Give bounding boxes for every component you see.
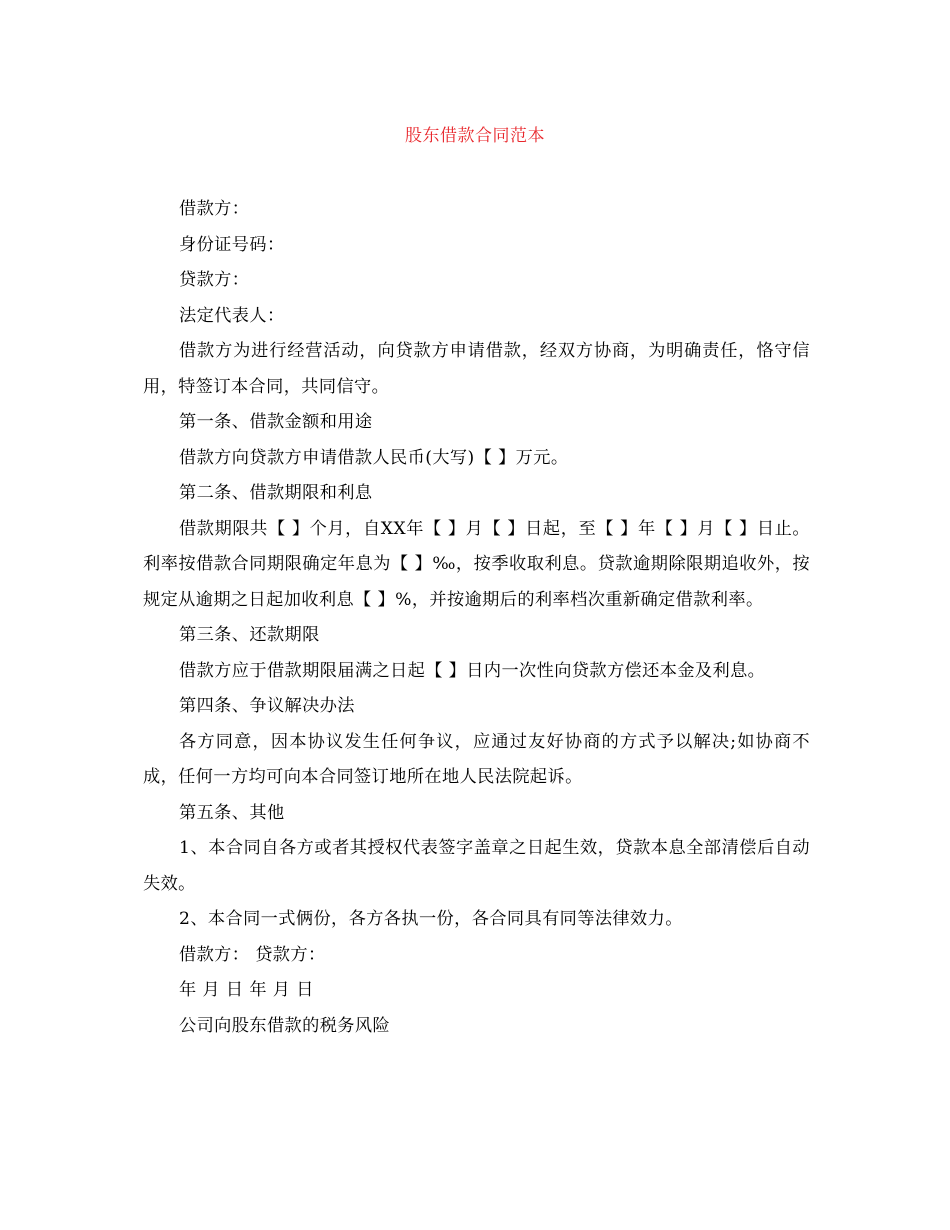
paragraph-preamble: 借款方为进行经营活动，向贷款方申请借款，经双方协商，为明确责任，恪守信用，特签订本合同，共同信守。 xyxy=(143,341,810,397)
paragraph-id-number: 身份证号码： xyxy=(179,234,285,255)
paragraph-legal-representative: 法定代表人： xyxy=(179,305,285,326)
heading-article-2: 第二条、借款期限和利息 xyxy=(179,483,373,503)
heading-article-4: 第四条、争议解决办法 xyxy=(179,696,355,716)
heading-article-1: 第一条、借款金额和用途 xyxy=(179,412,373,432)
heading-article-5: 第五条、其他 xyxy=(179,802,285,823)
paragraph-article-5-item-1: 1、本合同自各方或者其授权代表签字盖章之日起生效，贷款本息全部清偿后自动失效。 xyxy=(143,838,810,894)
signature-dates: 年 月 日 年 月 日 xyxy=(179,980,314,1000)
paragraph-lender: 贷款方： xyxy=(179,270,250,290)
paragraph-article-2: 借款期限共【 】个月，自XX年【 】月【 】日起，至【 】年【 】月【 】日止。利率按借款合同期限确定年息为【 】‰，按季收取利息。贷款逾期除限期追收外，按规定从逾期之日起加收利息【 】%，并按逾期后的利率档次重新确定借款利率。 xyxy=(143,518,810,610)
paragraph-borrower: 借款方： xyxy=(179,199,250,219)
section-heading-tax-risk: 公司向股东借款的税务风险 xyxy=(179,1015,391,1036)
document-body xyxy=(143,192,810,1044)
signature-parties: 借款方： 贷款方： xyxy=(179,944,326,965)
paragraph-article-4: 各方同意，因本协议发生任何争议，应通过友好协商的方式予以解决;如协商不成，任何一方均可向本合同签订地所在地人民法院起诉。 xyxy=(143,731,810,787)
paragraph-article-3: 借款方应于借款期限届满之日起【 】日内一次性向贷款方偿还本金及利息。 xyxy=(179,660,766,681)
heading-article-3: 第三条、还款期限 xyxy=(179,625,320,645)
document-title: 股东借款合同范本 xyxy=(405,126,545,146)
paragraph-article-5-item-2: 2、本合同一式俩份，各方各执一份，各合同具有同等法律效力。 xyxy=(179,909,683,929)
paragraph-article-1: 借款方向贷款方申请借款人民币(大写)【 】万元。 xyxy=(179,447,569,468)
